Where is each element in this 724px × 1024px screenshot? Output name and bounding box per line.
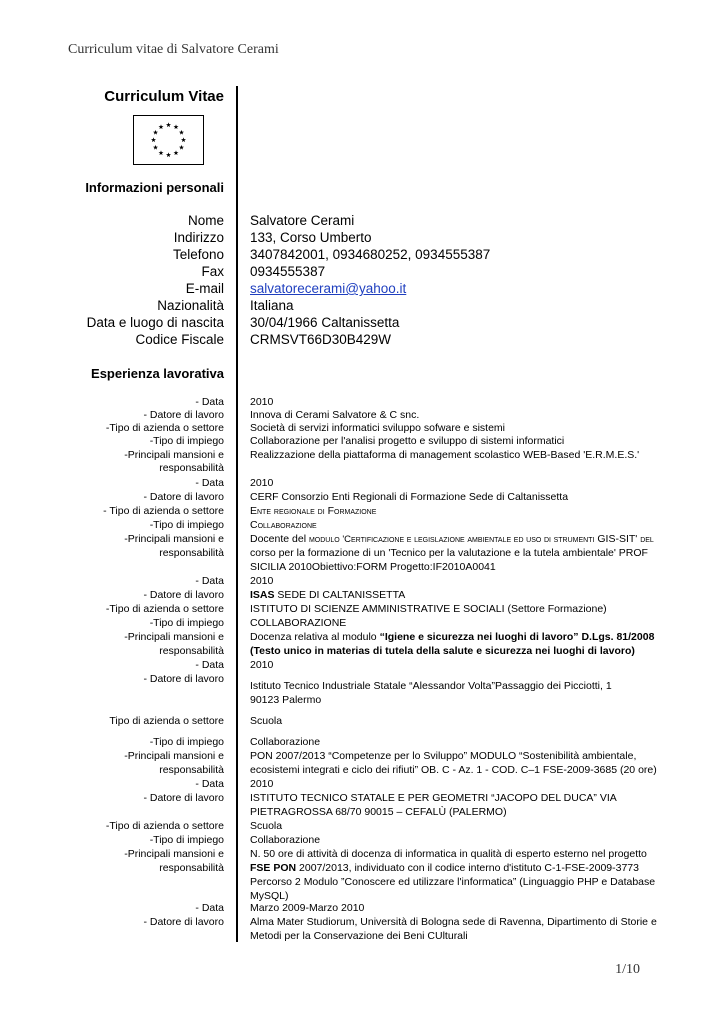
mansioni-bold: (Testo unico in materias di tutela della salute e sicurezza nei luoghi di lavoro) [250, 645, 635, 657]
value-nascita: 30/04/1966 Caltanissetta [250, 315, 400, 330]
value-datore: Innova di Cerami Salvatore & C snc. [250, 409, 420, 421]
value-datore-line: PIETRAGROSSA 68/70 90015 – CEFALÙ (PALERMO) [250, 806, 507, 818]
value-mansioni-line: Percorso 2 Modulo ”Conoscere ed utilizzare l'informatica” (Linguaggio PHP e Database [250, 876, 656, 888]
value-telefono: 3407842001, 0934680252, 0934555387 [250, 247, 491, 262]
mansioni-part: modulo 'Certificazione e legislazione ambientale ed uso di strumenti [308, 534, 595, 545]
value-mansioni: N. 50 ore di attività di docenza di informatica in qualità di esperto esterno nel progetto [250, 848, 647, 860]
label-data: - Data [195, 477, 224, 489]
label-mansioni-2: responsabilità [159, 547, 224, 559]
label-data: - Data [195, 902, 224, 914]
section-title-experience: Esperienza lavorativa [91, 366, 224, 381]
value-data: 2010 [250, 778, 274, 790]
label-data: - Data [195, 396, 224, 408]
label-datore: - Datore di lavoro [143, 409, 224, 421]
datore-rest: SEDE DI CALTANISSETTA [274, 589, 406, 601]
value-datore: CERF Consorzio Enti Regionali di Formazione Sede di Caltanissetta [250, 491, 569, 503]
value-data: 2010 [250, 396, 274, 408]
value-tipo-azienda: Scuola [250, 820, 283, 832]
flag-star [153, 145, 158, 150]
label-mansioni-2: responsabilità [159, 862, 224, 874]
mansioni-part: Docenza relativa al modulo [250, 631, 380, 643]
label-mansioni-2: responsabilità [159, 645, 224, 657]
label-telefono: Telefono [172, 247, 224, 262]
flag-star [179, 145, 184, 150]
running-header: Curriculum vitae di Salvatore Cerami [68, 42, 279, 57]
value-data: Marzo 2009-Marzo 2010 [250, 902, 365, 914]
value-mansioni [250, 533, 654, 547]
value-mansioni: Realizzazione della piattaforma di management scolastico WEB-Based 'E.R.M.E.S.' [250, 449, 640, 461]
value-tipo-impiego: Collaborazione [250, 834, 321, 846]
label-data: - Data [195, 778, 224, 790]
flag-star [174, 150, 179, 155]
label-email: E-mail [185, 281, 224, 296]
mansioni-part: 2007/2013, individuato con il codice interno d'istituto C-1-FSE-2009-3773 [296, 862, 639, 874]
label-tipo-azienda: -Tipo di azienda o settore [105, 603, 224, 615]
cv-title: Curriculum Vitae [104, 88, 224, 105]
value-datore: ISTITUTO TECNICO STATALE E PER GEOMETRI “JACOPO DEL DUCA” VIA [250, 792, 617, 804]
value-datore [250, 589, 405, 603]
label-tipo-impiego: -Tipo di impiego [149, 736, 224, 748]
value-mansioni [250, 631, 654, 645]
value-datore-line: Metodi per la Conservazione dei Beni CUlturali [250, 930, 468, 942]
mansioni-part: Docente del [250, 533, 309, 545]
label-datore: - Datore di lavoro [143, 916, 224, 928]
label-datore: - Datore di lavoro [143, 792, 224, 804]
value-tipo-azienda: ISTITUTO DI SCIENZE AMMINISTRATIVE E SOCIALI (Settore Formazione) [250, 603, 607, 615]
datore-bold: ISAS [250, 589, 275, 601]
value-tipo-azienda: Scuola [250, 715, 283, 727]
value-datore: Alma Mater Studiorum, Università di Bologna sede di Ravenna, Dipartimento di Storie e [250, 916, 657, 928]
value-email [250, 281, 406, 297]
label-mansioni: -Principali mansioni e [124, 449, 224, 461]
eu-flag-logo [133, 115, 204, 165]
value-nazionalita: Italiana [250, 298, 294, 313]
label-fax: Fax [201, 264, 224, 279]
value-nome: Salvatore Cerami [250, 213, 355, 228]
value-tipo-azienda: Società di servizi informatici sviluppo sofware e sistemi [250, 422, 506, 434]
value-mansioni-line: corso per la formazione di un 'Tecnico per la valutazione e la tutela ambientale' PROF [250, 547, 648, 559]
label-codice-fiscale: Codice Fiscale [135, 332, 224, 347]
label-mansioni: -Principali mansioni e [124, 533, 224, 545]
label-nascita: Data e luogo di nascita [86, 315, 224, 330]
value-mansioni-line: MySQL) [250, 890, 289, 902]
label-tipo-azienda: -Tipo di azienda o settore [105, 422, 224, 434]
flag-star [179, 130, 184, 135]
value-tipo-impiego: Collaborazione [250, 736, 321, 748]
label-datore: - Datore di lavoro [143, 491, 224, 503]
value-mansioni-line: ecosistemi integrati e ciclo dei rifiuti” OB. C - Az. 1 - COD. C–1 FSE-2009-3685 (20 ore) [250, 764, 657, 776]
value-tipo-impiego: Collaborazione per l'analisi progetto e sviluppo di sistemi informatici [250, 435, 565, 447]
label-tipo-impiego: -Tipo di impiego [149, 617, 224, 629]
value-fax: 0934555387 [250, 264, 326, 279]
value-data: 2010 [250, 575, 274, 587]
value-data: 2010 [250, 477, 274, 489]
label-datore: - Datore di lavoro [143, 589, 224, 601]
label-data: - Data [195, 575, 224, 587]
label-mansioni: -Principali mansioni e [124, 848, 224, 860]
mansioni-part: del [640, 533, 654, 545]
label-indirizzo: Indirizzo [173, 230, 224, 245]
flag-star [159, 124, 164, 129]
section-title-personal: Informazioni personali [85, 180, 224, 195]
value-datore-line: 90123 Palermo [250, 694, 322, 706]
label-data: - Data [195, 659, 224, 671]
label-nazionalita: Nazionalità [157, 298, 224, 313]
flag-star [159, 150, 164, 155]
flag-star [166, 122, 171, 127]
flag-star [151, 137, 156, 142]
vertical-divider [236, 86, 238, 942]
label-tipo-azienda: -Tipo di azienda o settore [105, 820, 224, 832]
mansioni-part: GIS-SIT' [594, 533, 641, 545]
label-nome: Nome [187, 213, 224, 228]
label-datore: - Datore di lavoro [143, 673, 224, 685]
value-mansioni-line: SICILIA 2010Obiettivo:FORM Progetto:IF2010A0041 [250, 561, 496, 573]
label-tipo-impiego: -Tipo di impiego [149, 435, 224, 447]
page-number: 1/10 [615, 962, 640, 977]
value-codice-fiscale: CRMSVT66D30B429W [250, 332, 392, 347]
flag-star [181, 137, 186, 142]
value-mansioni-line [250, 645, 635, 659]
value-data: 2010 [250, 659, 274, 671]
flag-star [166, 152, 171, 157]
flag-star [174, 124, 179, 129]
value-tipo-azienda: Ente regionale di Formazione [250, 505, 377, 517]
label-mansioni: -Principali mansioni e [124, 631, 224, 643]
value-mansioni: PON 2007/2013 “Competenze per lo Sviluppo” MODULO “Sostenibilità ambientale, [250, 750, 637, 762]
mansioni-bold: “Igiene e sicurezza nei luoghi di lavoro” D.Lgs. 81/2008 [379, 631, 655, 643]
value-indirizzo: 133, Corso Umberto [250, 230, 372, 245]
mansioni-bold: FSE PON [250, 862, 297, 874]
label-tipo-impiego: -Tipo di impiego [149, 519, 224, 531]
email-link[interactable]: salvatorecerami@yahoo.it [250, 281, 407, 296]
label-tipo-azienda: Tipo di azienda o settore [109, 715, 224, 727]
label-tipo-azienda: - Tipo di azienda o settore [103, 505, 224, 517]
value-tipo-impiego: COLLABORAZIONE [250, 617, 347, 629]
value-mansioni-line [250, 862, 639, 876]
value-tipo-impiego: Collaborazione [250, 519, 317, 531]
label-mansioni-2: responsabilità [159, 462, 224, 474]
label-mansioni: -Principali mansioni e [124, 750, 224, 762]
eu-flag-icon [134, 116, 203, 164]
label-tipo-impiego: -Tipo di impiego [149, 834, 224, 846]
value-datore: Istituto Tecnico Industriale Statale “Alessandor Volta”Passaggio dei Picciotti, 1 [250, 680, 612, 692]
flag-star [153, 130, 158, 135]
label-mansioni-2: responsabilità [159, 764, 224, 776]
